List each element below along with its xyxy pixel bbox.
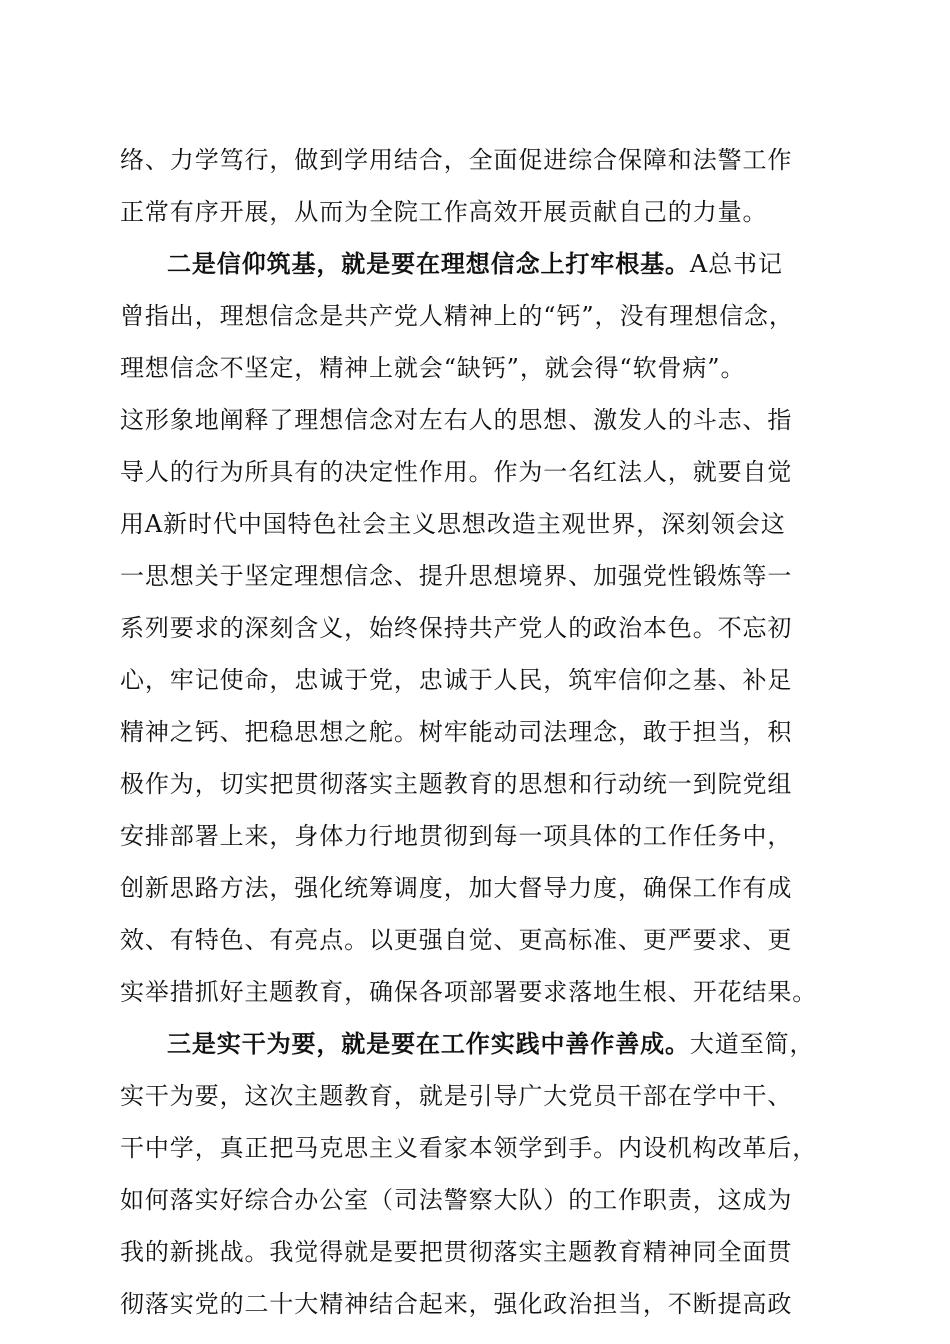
paragraph-line (0, 296, 950, 336)
line-text: 如何落实好综合办公室（司法警察大队）的工作职责，这成为 (120, 1186, 793, 1214)
paragraph-line (0, 920, 950, 960)
paragraph-line (0, 868, 950, 908)
paragraph-line (0, 816, 950, 856)
line-text: 精神之钙、把稳思想之舵。树牢能动司法理念，敢于担当，积 (120, 718, 793, 746)
paragraph-line (0, 1128, 950, 1168)
paragraph-line (0, 556, 950, 596)
paragraph-line (0, 244, 950, 284)
paragraph-line (0, 452, 950, 492)
paragraph-line (0, 504, 950, 544)
line-text: 创新思路方法，强化统筹调度，加大督导力度，确保工作有成 (120, 874, 793, 902)
paragraph-line (0, 1180, 950, 1220)
line-text: 这形象地阐释了理想信念对左右人的思想、激发人的斗志、指 (120, 406, 793, 434)
section-heading: 三是实干为要，就是要在工作实践中善作善成。 (167, 1029, 690, 1058)
section-heading: 二是信仰筑基，就是要在理想信念上打牢根基。 (167, 249, 690, 278)
paragraph-line (0, 712, 950, 752)
line-text: 一思想关于坚定理想信念、提升思想境界、加强党性锻炼等一 (120, 562, 793, 590)
paragraph-line (0, 1024, 950, 1064)
line-text: 心，牢记使命，忠诚于党，忠诚于人民，筑牢信仰之基、补足 (120, 666, 793, 694)
paragraph-line (0, 1076, 950, 1116)
paragraph-line (0, 140, 950, 180)
line-text: A总书记 (689, 250, 783, 278)
line-text: 正常有序开展，从而为全院工作高效开展贡献自己的力量。 (120, 198, 768, 226)
line-text: 我的新挑战。我觉得就是要把贯彻落实主题教育精神同全面贯 (120, 1238, 793, 1266)
line-text: 络、力学笃行，做到学用结合，全面促进综合保障和法警工作 (120, 146, 793, 174)
paragraph-line (0, 348, 950, 388)
line-text: 实干为要，这次主题教育，就是引导广大党员干部在学中干、 (120, 1082, 793, 1110)
paragraph-line (0, 764, 950, 804)
line-text: 曾指出，理想信念是共产党人精神上的“钙”，没有理想信念， (120, 302, 794, 330)
paragraph-line (0, 1232, 950, 1272)
line-text: 安排部署上来，身体力行地贯彻到每一项具体的工作任务中， (120, 822, 793, 850)
line-text: 极作为，切实把贯彻落实主题教育的思想和行动统一到院党组 (120, 770, 793, 798)
line-text: 干中学，真正把马克思主义看家本领学到手。内设机构改革后， (120, 1134, 818, 1162)
line-text: 理想信念不坚定，精神上就会“缺钙”，就会得“软骨病”。 (120, 354, 746, 382)
paragraph-line (0, 972, 950, 1012)
line-text: 用A新时代中国特色社会主义思想改造主观世界，深刻领会这 (120, 510, 786, 538)
paragraph-line (0, 1284, 950, 1324)
line-text: 彻落实党的二十大精神结合起来，强化政治担当，不断提高政 (120, 1290, 793, 1318)
line-text: 导人的行为所具有的决定性作用。作为一名红法人，就要自觉 (120, 458, 793, 486)
line-text: 实举措抓好主题教育，确保各项部署要求落地生根、开花结果。 (120, 978, 818, 1006)
line-text: 效、有特色、有亮点。以更强自觉、更高标准、更严要求、更 (120, 926, 793, 954)
paragraph-line (0, 660, 950, 700)
paragraph-line (0, 192, 950, 232)
paragraph-line (0, 608, 950, 648)
paragraph-line (0, 400, 950, 440)
line-text: 系列要求的深刻含义，始终保持共产党人的政治本色。不忘初 (120, 614, 793, 642)
line-text: 大道至简， (689, 1030, 815, 1058)
